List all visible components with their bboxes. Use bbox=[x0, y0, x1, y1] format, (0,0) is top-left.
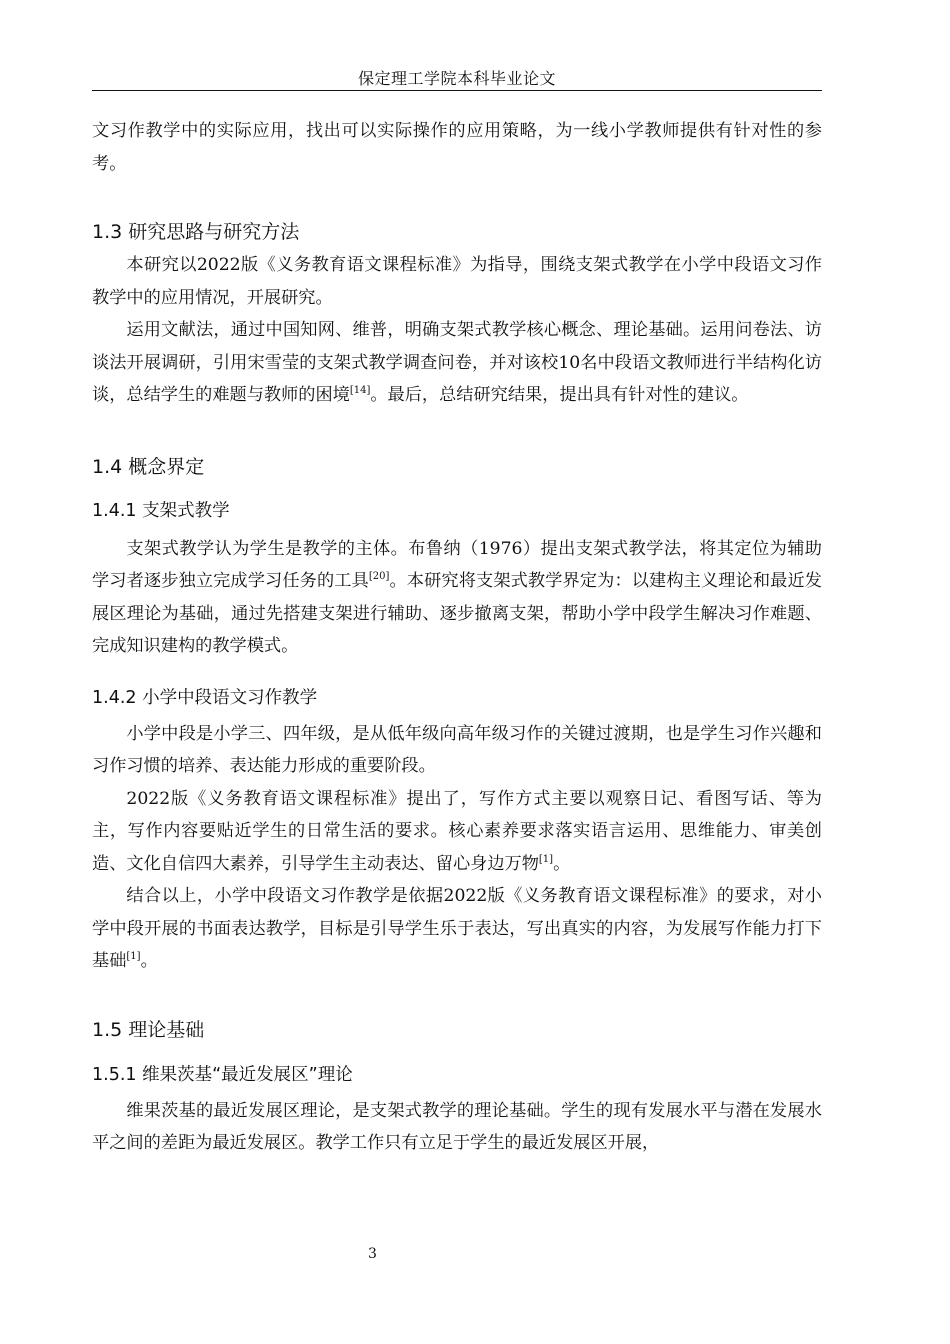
paragraph-text: 。本研究将支架式教学界定为：以建构主义理论和最近发展区理论为基础，通过先搭建支架进行辅助、逐步撤离支架，帮助小学中段学生解决习作难题、完成知识建构的教学模式。 bbox=[92, 571, 822, 656]
paragraph bbox=[92, 314, 822, 412]
paragraph-text: 支架式教学认为学生是教学的主体。布鲁纳（1976）提出支架式教学法，将其定位为辅助学习者逐步独立完成学习任务的工具 bbox=[92, 538, 822, 591]
paragraph: 小学中段是小学三、四年级，是从低年级向高年级习作的关键过渡期，也是学生习作兴趣和习作习惯的培养、表达能力形成的重要阶段。 bbox=[92, 723, 822, 776]
citation: [20] bbox=[368, 571, 390, 582]
paragraph-text: 2022版《义务教育语文课程标准》提出了，写作方式主要以观察日记、看图写话、等为主，写作内容要贴近学生的日常生活的要求。核心素养要求落实语言运用、思维能力、审美创造、文化自信四大素养，引导学生主动表达、留心身边万物 bbox=[92, 788, 822, 874]
section-heading-1-5: 1.5 理论基础 bbox=[92, 1018, 205, 1041]
paragraph-text: 结合以上，小学中段语文习作教学是依据2022版《义务教育语文课程标准》的要求，对小学中段开展的书面表达教学，目标是引导学生乐于表达，写出真实的内容，为发展写作能力打下基础 bbox=[92, 886, 822, 971]
subsection-heading-1-4-2: 1.4.2 小学中段语文习作教学 bbox=[92, 687, 318, 708]
subsection-heading-1-5-1: 1.5.1 维果茨基“最近发展区”理论 bbox=[92, 1064, 353, 1085]
paragraph-text: 。最后，总结研究结果，提出具有针对性的建议。 bbox=[370, 385, 749, 405]
paragraph-text: 。 bbox=[553, 853, 571, 874]
page-number: 3 bbox=[368, 1246, 377, 1262]
paragraph: 维果茨基的最近发展区理论，是支架式教学的理论基础。学生的现有发展水平与潜在发展水平之间的差距为最近发展区。教学工作只有立足于学生的最近发展区开展， bbox=[92, 1100, 822, 1153]
paragraph-text: 运用文献法，通过中国知网、维普，明确支架式教学核心概念、理论基础。运用问卷法、访谈法开展调研，引用宋雪莹的支架式教学调查问卷，并对该校10名中段语文教师进行半结构化访谈，总结学生的难题与教师的困境 bbox=[92, 320, 822, 405]
paragraph-text: 。 bbox=[140, 951, 158, 971]
section-heading-1-3: 1.3 研究思路与研究方法 bbox=[92, 221, 300, 243]
citation: [1] bbox=[538, 853, 554, 865]
intro-paragraph: 文习作教学中的实际应用，找出可以实际操作的应用策略，为一线小学教师提供有针对性的参考。 bbox=[92, 121, 822, 174]
paragraph: 本研究以2022版《义务教育语文课程标准》为指导，围绕支架式教学在小学中段语文习作教学中的应用情况，开展研究。 bbox=[92, 255, 822, 308]
paragraph bbox=[92, 880, 822, 978]
citation: [14] bbox=[349, 385, 371, 396]
citation: [1] bbox=[126, 951, 141, 962]
paragraph bbox=[92, 533, 822, 663]
page-content bbox=[92, 115, 822, 1160]
subsection-heading-1-4-1: 1.4.1 支架式教学 bbox=[92, 500, 230, 521]
page-header: 保定理工学院本科毕业论文 bbox=[357, 69, 556, 88]
section-heading-1-4: 1.4 概念界定 bbox=[92, 455, 205, 478]
paragraph bbox=[92, 783, 822, 881]
header-divider bbox=[92, 90, 822, 91]
